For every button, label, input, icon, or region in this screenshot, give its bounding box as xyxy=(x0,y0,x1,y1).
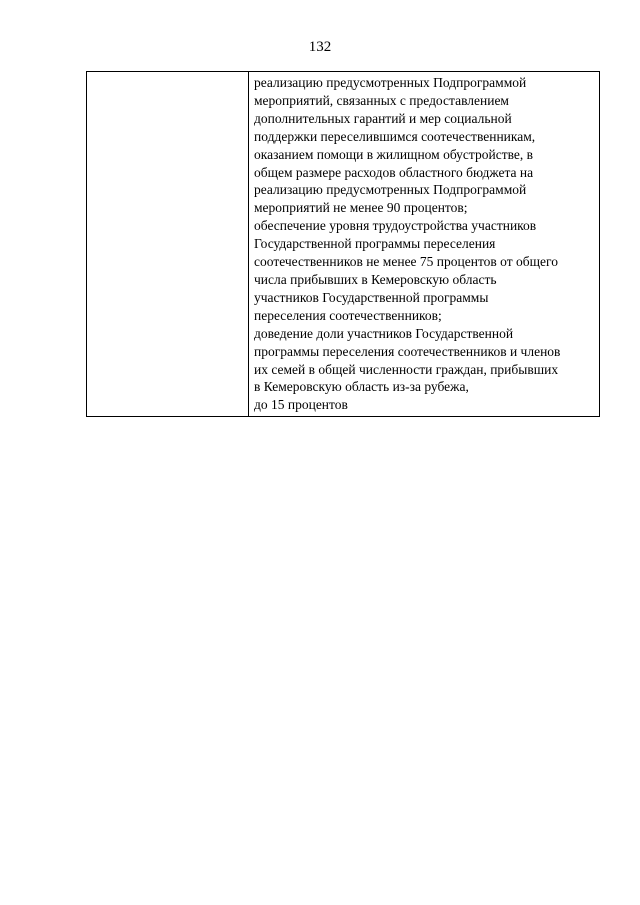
program-table xyxy=(86,71,600,417)
text-line: доведение доли участников Государственной xyxy=(254,325,514,341)
text-line: дополнительных гарантий и мер социальной xyxy=(254,110,512,126)
text-line: общем размере расходов областного бюджета на xyxy=(254,164,534,180)
text-line: в Кемеровскую область из-за рубежа, xyxy=(254,379,469,395)
text-line: соотечественников не менее 75 процентов от общего xyxy=(254,254,558,270)
text-line: числа прибывших в Кемеровскую область xyxy=(254,271,497,287)
text-line: до 15 процентов xyxy=(254,397,348,413)
text-line: участников Государственной программы xyxy=(254,289,489,305)
text-line: поддержки переселившимся соотечественникам, xyxy=(254,128,536,144)
text-line: реализацию предусмотренных Подпрограммой xyxy=(254,75,527,90)
page-number: 132 xyxy=(308,39,332,55)
table-cell-left xyxy=(87,72,249,417)
text-line: Государственной программы переселения xyxy=(254,236,496,252)
cell-text-block xyxy=(249,72,599,416)
table-row xyxy=(87,72,600,417)
text-line: переселения соотечественников; xyxy=(254,307,442,323)
text-line: программы переселения соотечественников и членов xyxy=(254,343,561,359)
text-line: оказанием помощи в жилищном обустройстве, в xyxy=(254,146,534,162)
text-line: реализацию предусмотренных Подпрограммой xyxy=(254,182,527,198)
text-line: мероприятий не менее 90 процентов; xyxy=(254,200,468,216)
text-line: мероприятий, связанных с предоставлением xyxy=(254,92,509,108)
text-line: обеспечение уровня трудоустройства участников xyxy=(254,218,537,234)
text-line: их семей в общей численности граждан, прибывших xyxy=(254,361,559,377)
table-cell-right xyxy=(249,72,600,417)
